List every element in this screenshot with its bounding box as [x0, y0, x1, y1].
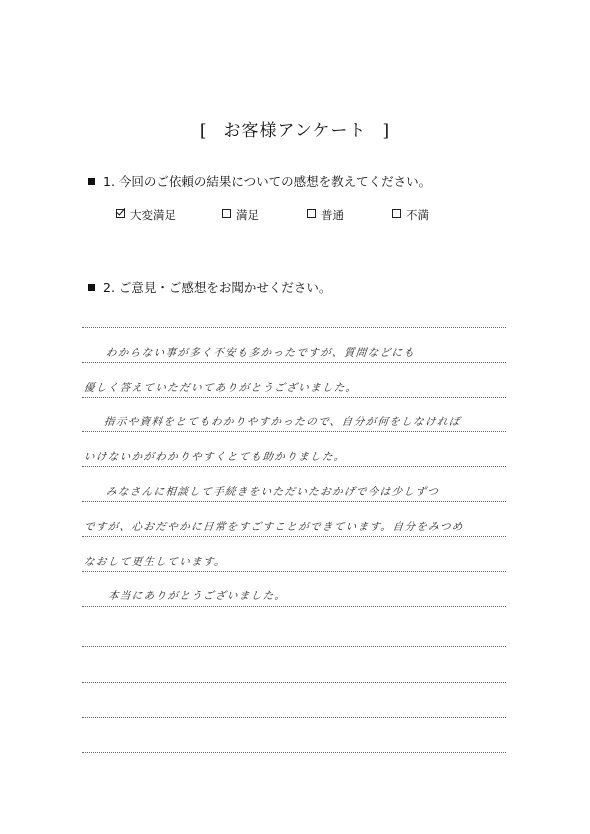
answer-rule-line — [82, 501, 506, 502]
square-bullet-icon — [88, 178, 95, 185]
option-label: 不満 — [406, 208, 429, 222]
answer-rule-line — [82, 362, 506, 363]
handwritten-answer-line: いけないかがわかりやすくとても助かりました。 — [83, 451, 347, 463]
option-dissatisfied[interactable] — [392, 207, 429, 223]
option-very-satisfied[interactable] — [116, 207, 176, 223]
handwritten-answer-line: 指示や資料をとてもわかりやすかったので、自分が何をしなければ — [103, 416, 462, 428]
square-bullet-icon — [88, 284, 95, 291]
answer-rule-line — [82, 571, 506, 572]
handwritten-answer-line: 優しく答えていただいてありがとうございました。 — [83, 382, 359, 394]
option-label: 普通 — [321, 208, 344, 222]
page-title — [0, 116, 590, 141]
option-label: 満足 — [236, 208, 259, 222]
question-1-options — [0, 207, 590, 225]
answer-rule-line — [82, 466, 506, 467]
answer-rule-line — [82, 682, 506, 683]
title-text: お客様アンケート — [223, 121, 367, 141]
answer-rule-line — [82, 646, 506, 647]
answer-rule-line — [82, 536, 506, 537]
checked-checkbox-icon — [116, 209, 125, 218]
handwritten-answer-line: みなさんに相談して手続きをいただいたおかげで今は少しずつ — [105, 486, 440, 498]
option-neutral[interactable] — [307, 207, 344, 223]
answer-rule-line — [82, 431, 506, 432]
handwritten-answer-line: なおして更生しています。 — [83, 556, 227, 568]
title-bracket-open: [ — [199, 121, 208, 141]
checkbox-icon — [307, 209, 316, 218]
answer-rule-line — [82, 397, 506, 398]
option-satisfied[interactable] — [222, 207, 259, 223]
answer-rule-line — [82, 717, 506, 718]
handwritten-answer-line: ですが、心おだやかに日常をすごすことができています。自分をみつめ — [83, 521, 465, 533]
question-2 — [88, 278, 331, 296]
checkbox-icon — [392, 209, 401, 218]
answer-rule-line — [82, 752, 506, 753]
title-bracket-close: ] — [382, 121, 391, 141]
question-2-label: 2. ご意見・ご感想をお聞かせください。 — [103, 280, 332, 295]
answer-rule-line — [82, 327, 506, 328]
question-1-label: 1. 今回のご依頼の結果についての感想を教えてください。 — [103, 174, 432, 189]
handwritten-answer-line: わからない事が多く不安も多かったですが、質問などにも — [105, 347, 416, 359]
answer-rule-line — [82, 606, 506, 607]
checkbox-icon — [222, 209, 231, 218]
option-label: 大変満足 — [130, 208, 176, 222]
handwritten-answer-line: 本当にありがとうございました。 — [107, 590, 288, 602]
answer-area — [82, 318, 506, 758]
question-1 — [88, 172, 431, 190]
